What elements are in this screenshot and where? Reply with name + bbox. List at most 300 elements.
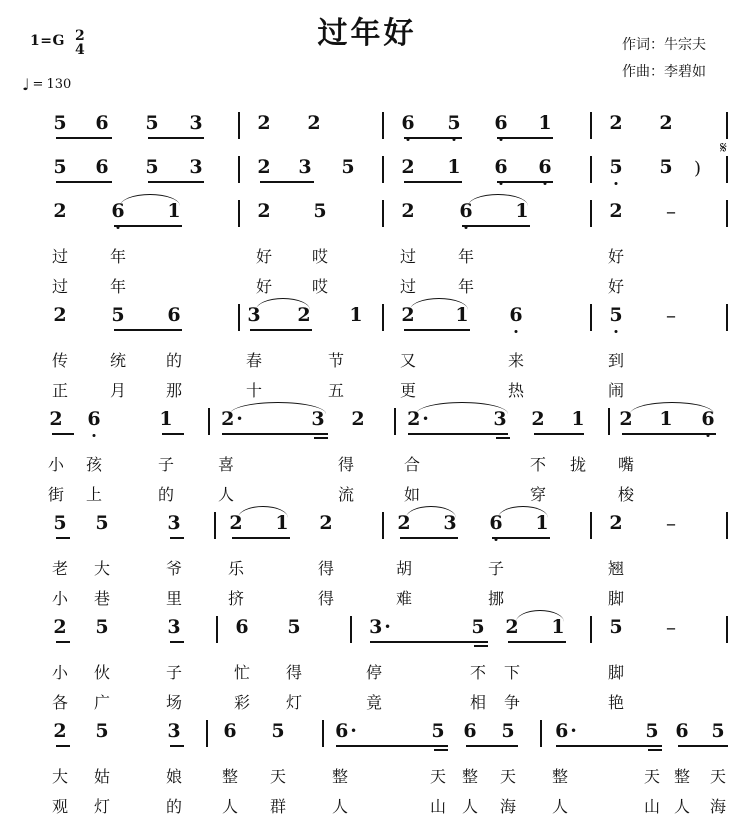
lyric-syllable: 整 [221, 767, 238, 786]
key-signature: 1=G [30, 33, 65, 49]
lyric-syllable: 喜 [217, 455, 234, 474]
note [673, 720, 691, 742]
note-glyph: – [666, 615, 676, 639]
note [657, 156, 675, 178]
note-glyph: 5 [501, 720, 515, 742]
note [317, 512, 335, 534]
note-glyph: 6 [223, 720, 237, 742]
note-glyph: 3 [167, 616, 181, 638]
note [157, 408, 175, 430]
beam-line [114, 329, 182, 331]
note [607, 200, 625, 222]
lyric-syllable: 争 [503, 693, 520, 712]
note [51, 156, 69, 178]
music-system [26, 112, 708, 156]
lyric-syllable: 好 [255, 277, 272, 296]
lyric-syllable: 梭 [617, 485, 634, 504]
barline [726, 616, 728, 643]
lyric-syllable: 海 [499, 797, 516, 816]
lyric-syllable: 街 [47, 485, 64, 504]
note [607, 616, 625, 638]
barline [206, 720, 208, 747]
note-glyph: 3 [443, 512, 457, 534]
note-glyph: 2 [53, 616, 67, 638]
note [536, 112, 554, 134]
note-row [26, 408, 715, 452]
page-title: 过年好 [317, 16, 417, 51]
note [492, 112, 510, 134]
note-glyph: 2 [229, 512, 243, 534]
note-glyph: 2 [659, 112, 673, 134]
barline [382, 200, 384, 227]
beam-line-secondary [648, 749, 662, 751]
beam-line [404, 329, 470, 331]
note-glyph: 2 [397, 512, 411, 534]
note [93, 512, 111, 534]
note [662, 304, 680, 326]
lyric-syllable: 整 [461, 767, 478, 786]
lyric-syllable: 山 [429, 797, 446, 816]
beam-line [497, 137, 553, 139]
lyric-syllable: 灯 [93, 797, 110, 816]
note-glyph: 2 [257, 200, 271, 222]
lyric-syllable: 小 [47, 455, 64, 474]
tempo-marking [22, 76, 71, 92]
note-glyph: 6 [111, 200, 125, 222]
lyric-syllable: 娘 [165, 767, 182, 786]
note [399, 200, 417, 222]
note-glyph: 2 [401, 156, 415, 178]
beam-line [508, 641, 566, 643]
lyric-syllable: 流 [337, 485, 354, 504]
note [93, 616, 111, 638]
lyric-syllable: 伙 [93, 663, 110, 682]
barline [238, 112, 240, 139]
note [445, 156, 463, 178]
beam-line [170, 641, 184, 643]
tempo-bpm-value: 130 [46, 76, 72, 92]
note-glyph: 2 [257, 156, 271, 178]
lyric-syllable: 里 [165, 589, 182, 608]
lyric-row-verse-2 [26, 482, 708, 512]
note-glyph: 5 [609, 156, 623, 178]
note-glyph: 6 [95, 156, 109, 178]
note-glyph: 5 [609, 616, 623, 638]
lyric-syllable: 广 [93, 693, 110, 712]
note-glyph: 5 [431, 720, 445, 742]
note [305, 112, 323, 134]
music-system [26, 616, 708, 720]
beam-line [622, 433, 716, 435]
lyric-syllable: 群 [269, 797, 286, 816]
lyric-syllable: 闹 [607, 381, 624, 400]
note [529, 408, 547, 430]
lyric-syllable: 艳 [607, 693, 624, 712]
beam-line [556, 745, 662, 747]
barline [590, 616, 592, 643]
barline [540, 720, 542, 747]
note [662, 200, 680, 222]
lyric-syllable: 场 [165, 693, 182, 712]
note-glyph: 2 [351, 408, 365, 430]
note-glyph: 5 [53, 512, 67, 534]
note-glyph: 5 [145, 112, 159, 134]
note-glyph: 2 [49, 408, 63, 430]
note [469, 616, 487, 638]
beam-line [404, 137, 462, 139]
note [143, 156, 161, 178]
barline [238, 304, 240, 331]
lyric-row-verse-2 [26, 586, 708, 616]
note-row [26, 112, 708, 156]
lyric-syllable: 哎 [311, 247, 328, 266]
note [165, 720, 183, 742]
lyric-syllable: 过 [399, 247, 416, 266]
note-glyph: 1 [167, 200, 181, 222]
barline [382, 512, 384, 539]
note [399, 112, 417, 134]
note [165, 512, 183, 534]
beam-line [497, 181, 553, 183]
note-glyph: 5 [447, 112, 461, 134]
beam-line [56, 137, 112, 139]
beam-line [534, 433, 584, 435]
note-glyph: 5 [609, 304, 623, 326]
beam-line [400, 537, 458, 539]
note [662, 616, 680, 638]
note-glyph: 2 [307, 112, 321, 134]
note [339, 156, 357, 178]
note-glyph: 5 [95, 512, 109, 534]
lyric-syllable: 巷 [93, 589, 110, 608]
note-glyph: 6 [675, 720, 689, 742]
note-glyph: 6 [701, 408, 715, 430]
note-glyph: 6 [509, 304, 523, 326]
lyric-syllable: 整 [673, 767, 690, 786]
note-glyph: 6 [463, 720, 477, 742]
note-glyph: 1 [571, 408, 585, 430]
lyric-syllable: 天 [709, 767, 726, 786]
note-glyph: 2 [53, 720, 67, 742]
note-glyph: 1 [447, 156, 461, 178]
note [399, 156, 417, 178]
lyric-syllable: 过 [399, 277, 416, 296]
barline [382, 304, 384, 331]
note-glyph: 3 [189, 112, 203, 134]
barline [394, 408, 396, 435]
note-glyph: 3 [189, 156, 203, 178]
lyric-syllable: 停 [365, 663, 382, 682]
note-row [26, 200, 708, 244]
note [429, 720, 447, 742]
barline [726, 156, 728, 183]
barline [726, 200, 728, 227]
lyric-syllable: 子 [157, 455, 174, 474]
note-glyph: 6 [538, 156, 552, 178]
lyric-syllable: 子 [165, 663, 182, 682]
beam-line [170, 745, 184, 747]
note-glyph: 2 [609, 112, 623, 134]
beam-line [336, 745, 448, 747]
note [93, 156, 111, 178]
lyric-syllable: 过 [51, 247, 68, 266]
lyric-syllable: 人 [673, 797, 690, 816]
lyric-row-verse-1 [26, 660, 708, 690]
note-glyph: 3 [311, 408, 325, 430]
note [461, 720, 479, 742]
note-row [26, 720, 725, 764]
note-glyph: 3 [493, 408, 507, 430]
lyric-syllable: 得 [337, 455, 354, 474]
lyric-row-verse-1 [26, 452, 708, 482]
closing-paren-mark: ) [694, 158, 702, 179]
note [569, 408, 587, 430]
lyric-syllable: 忙 [233, 663, 250, 682]
beam-line [466, 745, 518, 747]
time-signature-numerator: 2 [74, 28, 85, 44]
note-glyph: 5 [287, 616, 301, 638]
lyric-syllable: 整 [551, 767, 568, 786]
note [607, 512, 625, 534]
lyricist-credit: 作词：牛宗夫 [622, 37, 706, 53]
lyric-syllable: 哎 [311, 277, 328, 296]
lyric-syllable: 年 [457, 277, 474, 296]
note-glyph: 3 [298, 156, 312, 178]
note [51, 720, 69, 742]
lyric-row-verse-2 [26, 794, 726, 824]
lyric-syllable: 合 [403, 455, 420, 474]
beam-line [162, 433, 184, 435]
note-glyph: 2 [53, 200, 67, 222]
note-glyph: 6 [335, 720, 349, 742]
barline [214, 512, 216, 539]
note-glyph: 2 [221, 408, 235, 430]
note [255, 112, 273, 134]
note-glyph: 5 [313, 200, 327, 222]
credits [622, 32, 706, 85]
lyric-row-verse-2 [26, 690, 708, 720]
note-glyph: 5 [53, 156, 67, 178]
lyric-syllable: 天 [499, 767, 516, 786]
lyric-syllable: 小 [51, 589, 68, 608]
note-glyph: 3 [167, 512, 181, 534]
note [607, 156, 625, 178]
music-system [26, 304, 708, 408]
lyric-syllable: 好 [255, 247, 272, 266]
note-glyph: – [666, 199, 676, 223]
note-glyph: 2 [619, 408, 633, 430]
music-system [26, 512, 708, 616]
note-glyph: 2 [401, 304, 415, 326]
music-system [26, 138, 727, 200]
lyric-syllable: 胡 [395, 559, 412, 578]
lyric-syllable: 爷 [165, 559, 182, 578]
beam-line [260, 181, 314, 183]
note-glyph: 6 [494, 112, 508, 134]
lyric-syllable: 天 [269, 767, 286, 786]
note [255, 156, 273, 178]
lyric-row-verse-1 [26, 764, 726, 794]
note [143, 112, 161, 134]
beam-line [56, 641, 70, 643]
segno-icon: 𝄋 [720, 138, 727, 157]
lyric-syllable: 天 [429, 767, 446, 786]
lyric-syllable: 传 [51, 351, 68, 370]
lyric-row-verse-1 [26, 556, 708, 586]
beam-line [678, 745, 728, 747]
lyric-syllable: 十 [245, 381, 262, 400]
note-row [26, 616, 708, 660]
note [349, 408, 367, 430]
note-glyph: 2 [531, 408, 545, 430]
note-glyph: 5 [53, 112, 67, 134]
lyric-syllable: 人 [221, 797, 238, 816]
barline [322, 720, 324, 747]
note-glyph: 6 [87, 408, 101, 430]
note-glyph: – [666, 511, 676, 535]
lyric-row-verse-1 [26, 244, 708, 274]
beam-line [408, 433, 508, 435]
note-glyph: 2 [407, 408, 421, 430]
lyric-syllable: 节 [327, 351, 344, 370]
barline [590, 112, 592, 139]
note-glyph: 5 [471, 616, 485, 638]
lyric-syllable: 翘 [607, 559, 624, 578]
beam-line [462, 225, 530, 227]
note-glyph: 6 [489, 512, 503, 534]
lyric-syllable: 乐 [227, 559, 244, 578]
lyric-syllable: 更 [399, 381, 416, 400]
note [607, 112, 625, 134]
note [285, 616, 303, 638]
note [51, 200, 69, 222]
barline [208, 408, 210, 435]
lyric-syllable: 得 [285, 663, 302, 682]
lyric-syllable: 姑 [93, 767, 110, 786]
note-glyph: 5 [145, 156, 159, 178]
note-glyph: 5 [95, 720, 109, 742]
note-glyph: 2 [609, 512, 623, 534]
note [445, 112, 463, 134]
lyric-syllable: 五 [327, 381, 344, 400]
beam-line [56, 537, 70, 539]
lyric-syllable: 大 [93, 559, 110, 578]
barline [590, 512, 592, 539]
sheet-header [0, 0, 734, 112]
beam-line [404, 181, 462, 183]
time-signature-denominator: 4 [74, 42, 85, 59]
note-glyph: 5 [711, 720, 725, 742]
barline [590, 304, 592, 331]
note-glyph: 5 [659, 156, 673, 178]
lyric-syllable: 正 [51, 381, 68, 400]
note-glyph: 2 [257, 112, 271, 134]
lyric-syllable: 的 [157, 485, 174, 504]
lyric-syllable: 整 [331, 767, 348, 786]
note [536, 156, 554, 178]
lyric-syllable: 各 [51, 693, 68, 712]
note-row [26, 138, 727, 200]
augmentation-dot: · [236, 408, 243, 430]
note-glyph: 5 [271, 720, 285, 742]
lyric-syllable: 山 [643, 797, 660, 816]
lyric-syllable: 统 [109, 351, 126, 370]
beam-line [148, 137, 204, 139]
beam-line [56, 745, 70, 747]
note-glyph: 6 [95, 112, 109, 134]
barline [238, 156, 240, 183]
beam-line [56, 181, 112, 183]
note-glyph: 2 [319, 512, 333, 534]
barline [238, 200, 240, 227]
note [507, 304, 525, 326]
lyric-syllable: 得 [317, 559, 334, 578]
lyric-syllable: 好 [607, 247, 624, 266]
augmentation-dot: · [384, 616, 391, 638]
note [662, 512, 680, 534]
note-glyph: 2 [53, 304, 67, 326]
note [187, 112, 205, 134]
music-system [26, 200, 708, 304]
note [51, 112, 69, 134]
lyric-syllable: 彩 [233, 693, 250, 712]
beam-line [170, 537, 184, 539]
barline [726, 304, 728, 331]
barline [608, 408, 610, 435]
music-system [26, 408, 715, 512]
beam-line-secondary [314, 437, 328, 439]
lyric-syllable: 上 [85, 485, 102, 504]
barline [590, 156, 592, 183]
note [492, 156, 510, 178]
note-glyph: 2 [297, 304, 311, 326]
barline [382, 156, 384, 183]
note-glyph: 1 [159, 408, 173, 430]
lyric-syllable: 拢 [569, 455, 586, 474]
lyric-row-verse-2 [26, 378, 708, 408]
note [643, 720, 661, 742]
note-glyph: 1 [275, 512, 289, 534]
note [187, 156, 205, 178]
beam-line [148, 181, 204, 183]
tempo-equals-sign: = [32, 76, 44, 92]
note [51, 512, 69, 534]
lyric-syllable: 下 [503, 663, 520, 682]
note [51, 616, 69, 638]
lyric-syllable: 到 [607, 351, 624, 370]
time-signature [75, 29, 85, 58]
lyric-syllable: 过 [51, 277, 68, 296]
lyric-syllable: 那 [165, 381, 182, 400]
lyric-syllable: 脚 [607, 663, 624, 682]
barline [726, 512, 728, 539]
note-row [26, 512, 708, 556]
beam-line [492, 537, 550, 539]
lyric-syllable: 人 [217, 485, 234, 504]
barline [590, 200, 592, 227]
lyric-syllable: 脚 [607, 589, 624, 608]
note [365, 616, 395, 638]
lyric-syllable: 月 [109, 381, 126, 400]
lyric-syllable: 人 [461, 797, 478, 816]
note [607, 304, 625, 326]
note-glyph: 6 [235, 616, 249, 638]
note [51, 304, 69, 326]
note [233, 616, 251, 638]
note [47, 408, 65, 430]
lyric-syllable: 不 [469, 663, 486, 682]
lyric-syllable: 天 [643, 767, 660, 786]
